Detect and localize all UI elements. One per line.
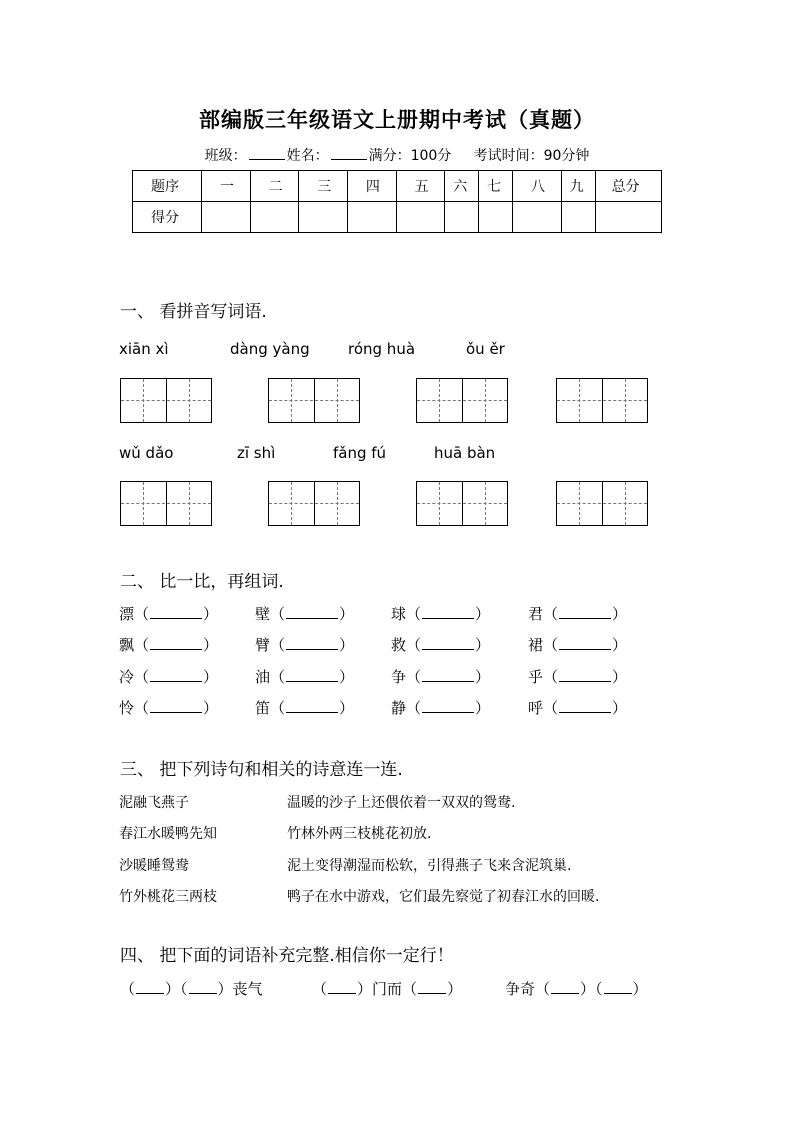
exam-info xyxy=(0,145,794,165)
score-cell[interactable] xyxy=(513,202,562,233)
score-cell[interactable] xyxy=(299,202,348,233)
answer-blank[interactable] xyxy=(422,669,474,682)
answer-blank[interactable] xyxy=(286,637,338,650)
table-cell: 四 xyxy=(347,171,396,202)
compare-item: 怜（ ） xyxy=(119,699,219,717)
pinyin-item: róng huà xyxy=(348,340,416,358)
compare-item: 臂（ ） xyxy=(255,636,355,654)
writing-grid[interactable] xyxy=(556,481,648,526)
answer-blank[interactable] xyxy=(286,606,338,619)
compare-char: 冷 xyxy=(119,668,135,686)
table-cell: 二 xyxy=(250,171,299,202)
poem-line: 春江水暖鸭先知 xyxy=(119,826,217,842)
score-cell[interactable] xyxy=(479,202,513,233)
score-table xyxy=(132,170,662,233)
score-cell[interactable] xyxy=(202,202,251,233)
idiom-item: （ ）门而（ ） xyxy=(312,980,463,998)
writing-grid[interactable] xyxy=(416,481,508,526)
section2-heading: 二、 比一比，再组词. xyxy=(120,572,284,592)
section1-heading: 一、 看拼音写词语. xyxy=(120,302,267,322)
name-label: 姓名： xyxy=(286,148,329,164)
poem-line: 竹外桃花三两枝 xyxy=(119,889,217,905)
score-cell[interactable] xyxy=(595,202,661,233)
compare-item: 救（ ） xyxy=(391,636,491,654)
compare-char: 争 xyxy=(391,668,407,686)
compare-char: 呼 xyxy=(528,699,544,717)
name-blank[interactable] xyxy=(331,147,367,160)
compare-char: 臂 xyxy=(255,636,271,654)
compare-char: 君 xyxy=(528,605,544,623)
answer-blank[interactable] xyxy=(422,700,474,713)
poem-meaning: 温暖的沙子上还偎依着一双双的鸳鸯. xyxy=(287,795,516,811)
table-cell: 七 xyxy=(479,171,513,202)
pinyin-item: wǔ dǎo xyxy=(119,444,174,462)
compare-char: 球 xyxy=(391,605,407,623)
answer-blank[interactable] xyxy=(559,669,611,682)
idiom-item: （ ）（ ）丧气 xyxy=(120,980,263,998)
compare-item: 争（ ） xyxy=(391,668,491,686)
table-cell: 五 xyxy=(396,171,445,202)
compare-item: 球（ ） xyxy=(391,605,491,623)
compare-char: 静 xyxy=(391,699,407,717)
page-title: 部编版三年级语文上册期中考试（真题） xyxy=(199,108,595,132)
compare-item: 呼（ ） xyxy=(528,699,628,717)
poem-meaning: 泥土变得潮湿而松软，引得燕子飞来含泥筑巢. xyxy=(287,858,572,874)
pinyin-item: fǎng fú xyxy=(333,444,387,462)
table-cell: 六 xyxy=(445,171,479,202)
score-cell[interactable] xyxy=(561,202,595,233)
answer-blank[interactable] xyxy=(551,981,579,994)
table-cell: 三 xyxy=(299,171,348,202)
score-cell[interactable] xyxy=(250,202,299,233)
compare-item: 乎（ ） xyxy=(528,668,628,686)
writing-grid[interactable] xyxy=(416,378,508,423)
compare-item: 静（ ） xyxy=(391,699,491,717)
compare-item: 飘（ ） xyxy=(119,636,219,654)
score-cell[interactable] xyxy=(445,202,479,233)
compare-item: 冷（ ） xyxy=(119,668,219,686)
section4-heading: 四、 把下面的词语补充完整.相信你一定行！ xyxy=(120,946,454,966)
compare-item: 裙（ ） xyxy=(528,636,628,654)
idiom-text: 争奇 xyxy=(505,980,536,998)
compare-item: 油（ ） xyxy=(255,668,355,686)
answer-blank[interactable] xyxy=(559,637,611,650)
compare-char: 乎 xyxy=(528,668,544,686)
answer-blank[interactable] xyxy=(422,606,474,619)
compare-char: 救 xyxy=(391,636,407,654)
pinyin-item: xiān xì xyxy=(119,340,169,358)
answer-blank[interactable] xyxy=(150,637,202,650)
poem-meaning: 竹林外两三枝桃花初放. xyxy=(287,826,432,842)
compare-item: 笛（ ） xyxy=(255,699,355,717)
answer-blank[interactable] xyxy=(422,637,474,650)
compare-item: 漂（ ） xyxy=(119,605,219,623)
writing-grid[interactable] xyxy=(268,378,360,423)
compare-char: 漂 xyxy=(119,605,135,623)
answer-blank[interactable] xyxy=(418,981,446,994)
answer-blank[interactable] xyxy=(150,669,202,682)
writing-grid[interactable] xyxy=(120,481,212,526)
answer-blank[interactable] xyxy=(150,606,202,619)
compare-char: 飘 xyxy=(119,636,135,654)
writing-grid[interactable] xyxy=(556,378,648,423)
score-table-header-row xyxy=(133,171,662,202)
table-cell: 九 xyxy=(561,171,595,202)
compare-char: 怜 xyxy=(119,699,135,717)
answer-blank[interactable] xyxy=(136,981,164,994)
pinyin-item: zī shì xyxy=(237,444,276,462)
compare-item: 君（ ） xyxy=(528,605,628,623)
answer-blank[interactable] xyxy=(604,981,632,994)
score-label: 满分：100分 xyxy=(368,148,452,164)
answer-blank[interactable] xyxy=(328,981,356,994)
table-cell: 总分 xyxy=(595,171,661,202)
pinyin-item: dàng yàng xyxy=(230,340,310,358)
answer-blank[interactable] xyxy=(559,606,611,619)
idiom-text: 丧气 xyxy=(232,980,263,998)
idiom-item: 争奇（ ）（ ） xyxy=(505,980,648,998)
writing-grid[interactable] xyxy=(268,481,360,526)
answer-blank[interactable] xyxy=(286,700,338,713)
pinyin-item: huā bàn xyxy=(434,444,496,462)
writing-grid[interactable] xyxy=(120,378,212,423)
class-label: 班级： xyxy=(204,148,247,164)
table-cell: 题序 xyxy=(133,171,202,202)
poem-line: 泥融飞燕子 xyxy=(119,795,189,811)
idiom-text: 门而 xyxy=(372,980,403,998)
time-label: 考试时间：90分钟 xyxy=(473,148,590,164)
compare-item: 壁（ ） xyxy=(255,605,355,623)
score-table-row xyxy=(133,202,662,233)
score-cell[interactable] xyxy=(347,202,396,233)
poem-line: 沙暖睡鸳鸯 xyxy=(119,858,189,874)
answer-blank[interactable] xyxy=(189,981,217,994)
table-cell: 八 xyxy=(513,171,562,202)
pinyin-item: ǒu ěr xyxy=(466,340,505,358)
table-cell: 一 xyxy=(202,171,251,202)
score-cell[interactable] xyxy=(396,202,445,233)
poem-meaning: 鸭子在水中游戏，它们最先察觉了初春江水的回暖. xyxy=(287,889,600,905)
compare-char: 裙 xyxy=(528,636,544,654)
compare-char: 壁 xyxy=(255,605,271,623)
compare-char: 笛 xyxy=(255,699,271,717)
section3-heading: 三、 把下列诗句和相关的诗意连一连. xyxy=(120,760,403,780)
class-blank[interactable] xyxy=(249,147,285,160)
answer-blank[interactable] xyxy=(286,669,338,682)
answer-blank[interactable] xyxy=(559,700,611,713)
answer-blank[interactable] xyxy=(150,700,202,713)
table-cell: 得分 xyxy=(133,202,202,233)
compare-char: 油 xyxy=(255,668,271,686)
